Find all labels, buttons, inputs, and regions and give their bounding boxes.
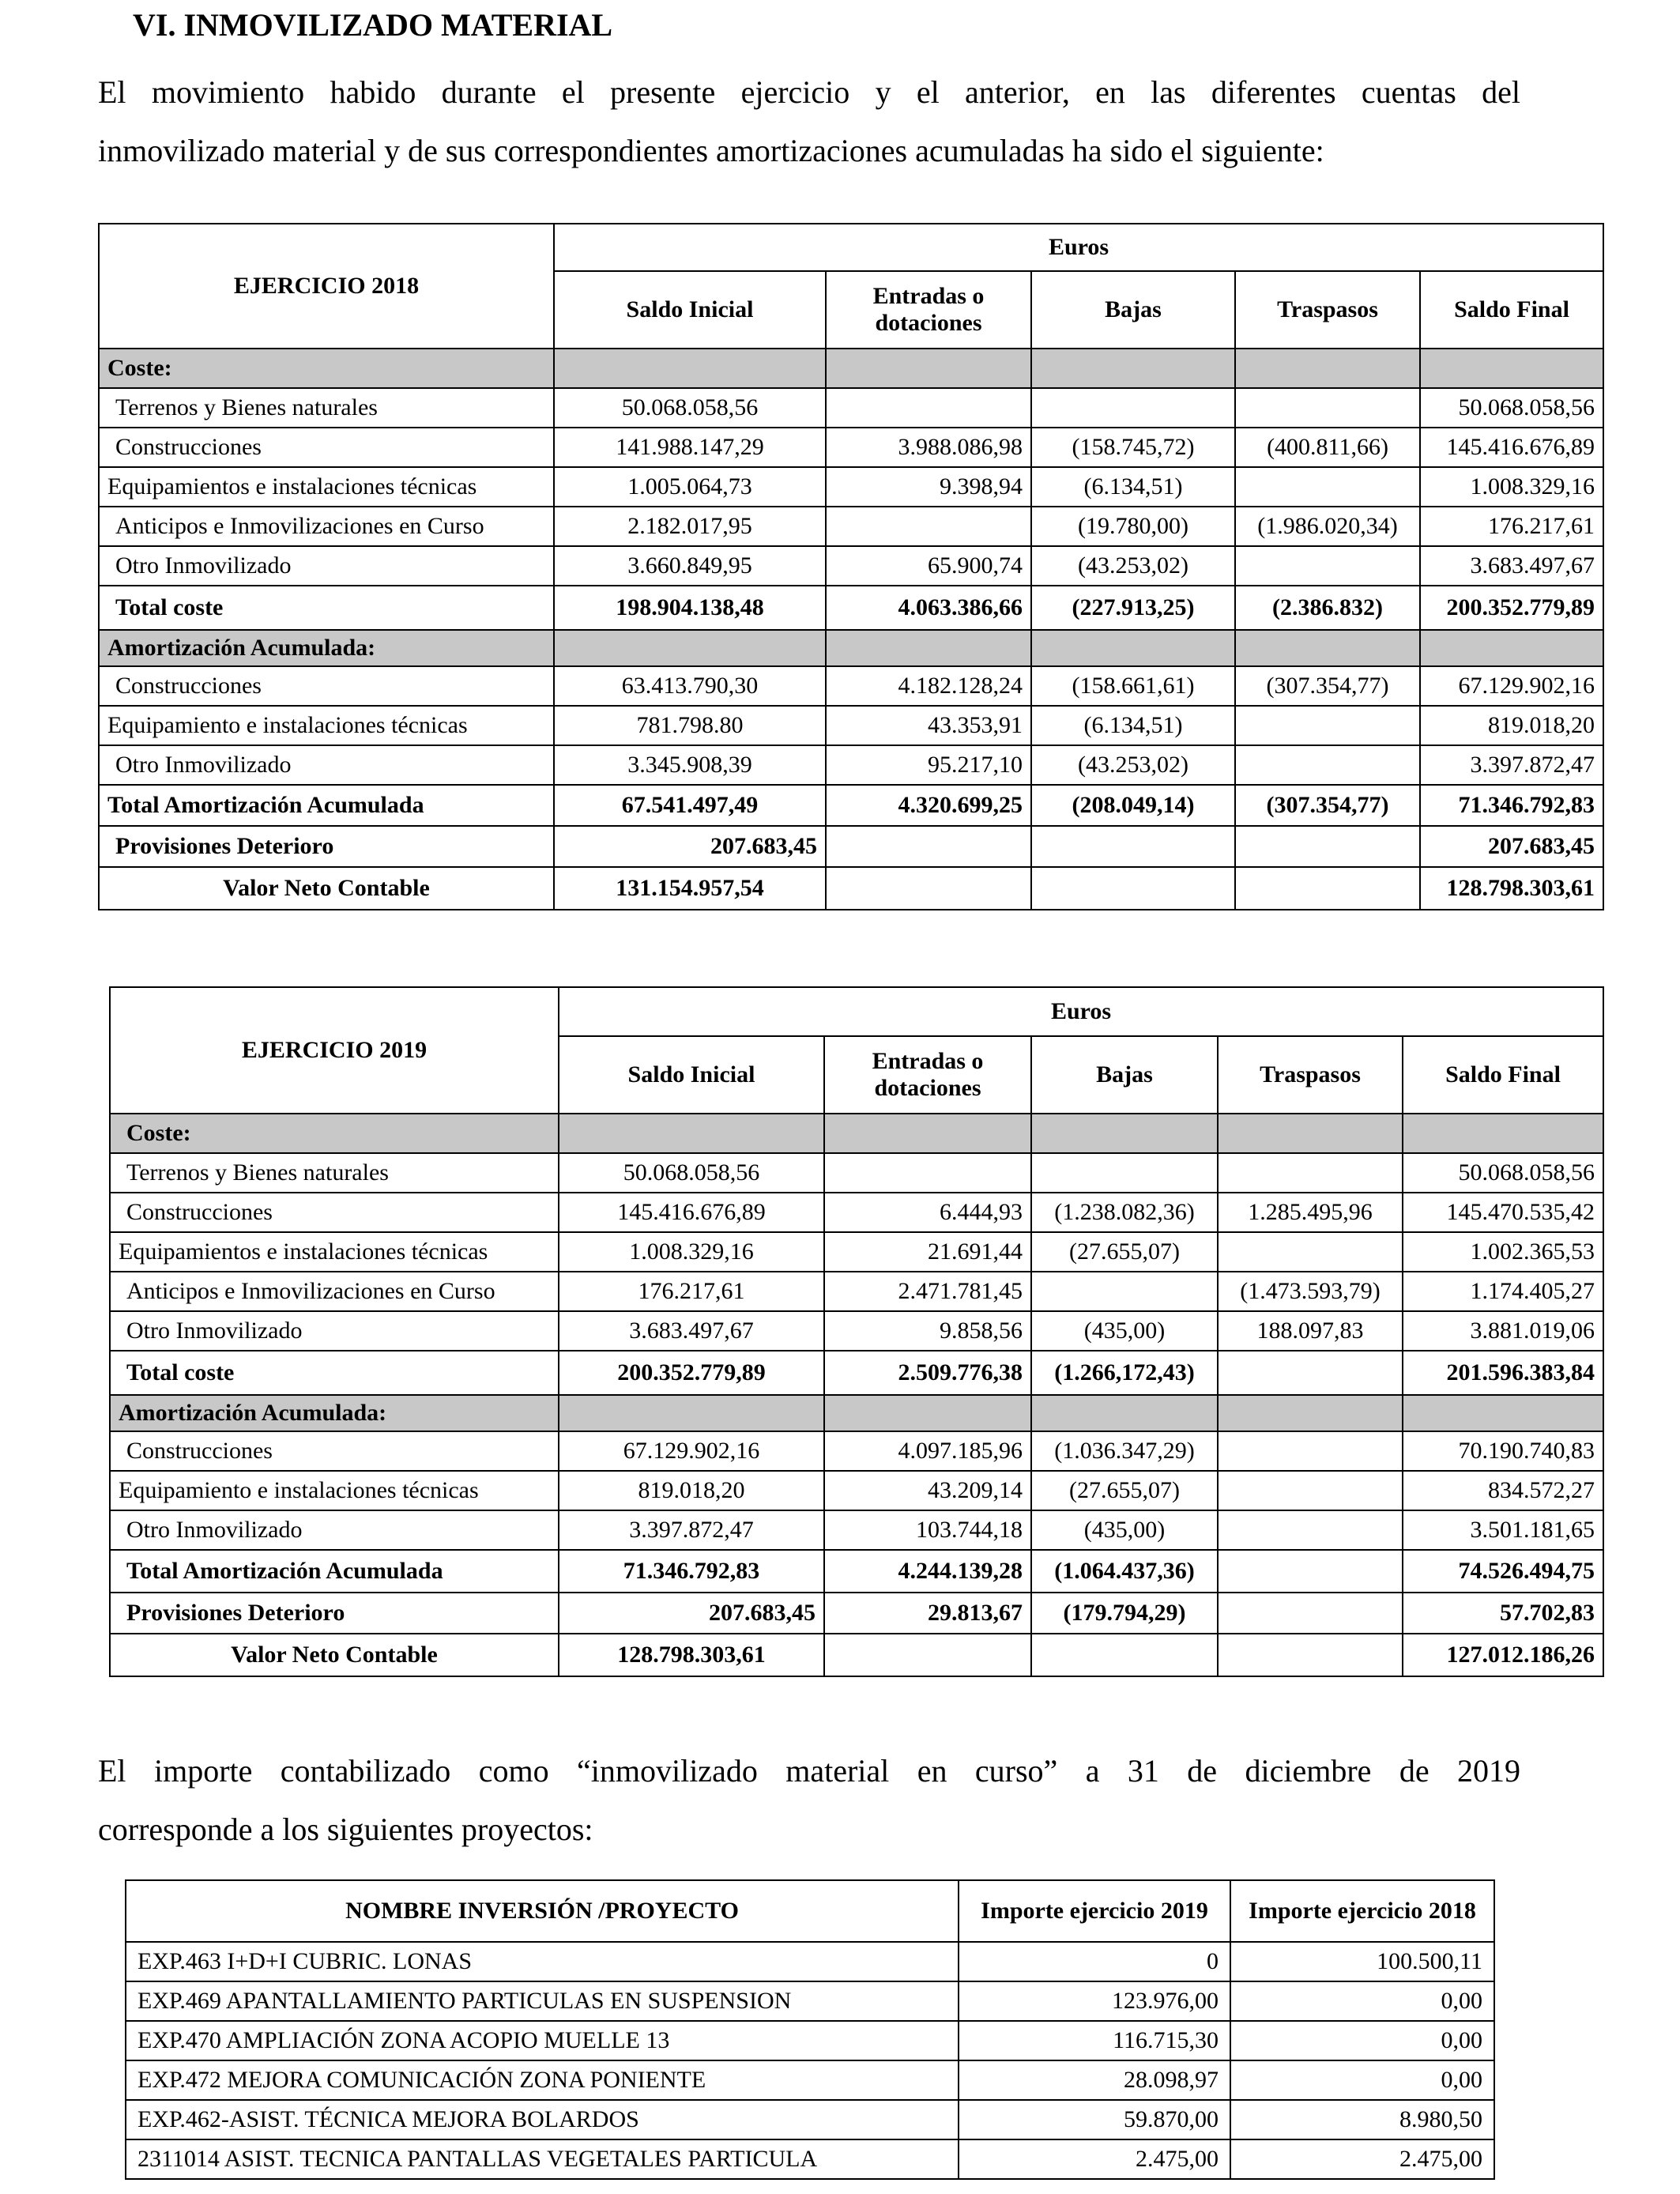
cell: 71.346.792,83 bbox=[1420, 785, 1603, 826]
cell: 145.416.676,89 bbox=[1420, 428, 1603, 467]
cell: (1.036.347,29) bbox=[1031, 1431, 1218, 1471]
table-row bbox=[99, 388, 1603, 428]
table-row bbox=[99, 666, 1603, 706]
intro-line-2: inmovilizado material y de sus correspondientes amortizaciones acumuladas ha sido el siguiente: bbox=[98, 133, 1324, 168]
table-row bbox=[110, 1193, 1603, 1232]
cell bbox=[1235, 706, 1420, 745]
project-name: EXP.470 AMPLIACIÓN ZONA ACOPIO MUELLE 13 bbox=[126, 2021, 959, 2060]
section-row-amortizacion bbox=[110, 1395, 1603, 1431]
row-label: Equipamientos e instalaciones técnicas bbox=[99, 467, 554, 507]
cell bbox=[824, 1153, 1031, 1193]
cell: 1.002.365,53 bbox=[1403, 1232, 1603, 1272]
cell: (1.064.437,36) bbox=[1031, 1550, 1218, 1593]
cell: 4.063.386,66 bbox=[826, 586, 1031, 630]
cell: 3.683.497,67 bbox=[1420, 546, 1603, 586]
row-label: Equipamiento e instalaciones técnicas bbox=[99, 706, 554, 745]
cell bbox=[1218, 1351, 1403, 1395]
table-row bbox=[99, 467, 1603, 507]
total-row bbox=[110, 1550, 1603, 1593]
total-row bbox=[110, 1351, 1603, 1395]
cell: 29.813,67 bbox=[824, 1593, 1031, 1634]
row-label: Provisiones Deterioro bbox=[99, 826, 554, 867]
table-2019 bbox=[109, 986, 1604, 1677]
cell bbox=[1235, 867, 1420, 910]
row-label: Equipamiento e instalaciones técnicas bbox=[110, 1471, 559, 1510]
cell bbox=[1218, 1471, 1403, 1510]
cell: (158.745,72) bbox=[1031, 428, 1235, 467]
total-row bbox=[99, 586, 1603, 630]
cell: 103.744,18 bbox=[824, 1510, 1031, 1550]
col-importe-2019: Importe ejercicio 2019 bbox=[959, 1880, 1230, 1942]
cell: 4.320.699,25 bbox=[826, 785, 1031, 826]
row-label: Provisiones Deterioro bbox=[110, 1593, 559, 1634]
row-label: Terrenos y Bienes naturales bbox=[99, 388, 554, 428]
cell: (1.986.020,34) bbox=[1235, 507, 1420, 546]
cell: 207.683,45 bbox=[559, 1593, 824, 1634]
section-label: Amortización Acumulada: bbox=[99, 630, 554, 666]
cell: (1.238.082,36) bbox=[1031, 1193, 1218, 1232]
row-label: Equipamientos e instalaciones técnicas bbox=[110, 1232, 559, 1272]
cell: (179.794,29) bbox=[1031, 1593, 1218, 1634]
cell bbox=[1031, 1153, 1218, 1193]
currency-header: Euros bbox=[559, 987, 1603, 1036]
cell: 3.345.908,39 bbox=[554, 745, 826, 785]
second-line-2: corresponde a los siguientes proyectos: bbox=[98, 1811, 593, 1847]
cell: 3.397.872,47 bbox=[559, 1510, 824, 1550]
section-row-coste bbox=[99, 349, 1603, 388]
provisions-row bbox=[110, 1593, 1603, 1634]
cell: (435,00) bbox=[1031, 1510, 1218, 1550]
cell: 207.683,45 bbox=[1420, 826, 1603, 867]
cell: 2.475,00 bbox=[959, 2139, 1230, 2179]
cell bbox=[1031, 1634, 1218, 1676]
cell: 65.900,74 bbox=[826, 546, 1031, 586]
row-label: Construcciones bbox=[110, 1431, 559, 1471]
cell: 176.217,61 bbox=[559, 1272, 824, 1311]
cell: 70.190.740,83 bbox=[1403, 1431, 1603, 1471]
table-row bbox=[99, 706, 1603, 745]
col-saldo-inicial: Saldo Inicial bbox=[559, 1036, 824, 1114]
cell: 1.008.329,16 bbox=[559, 1232, 824, 1272]
row-label: Anticipos e Inmovilizaciones en Curso bbox=[99, 507, 554, 546]
table-row bbox=[126, 2139, 1494, 2179]
table-2019-title: EJERCICIO 2019 bbox=[110, 987, 559, 1114]
cell: 781.798.80 bbox=[554, 706, 826, 745]
cell: (1.473.593,79) bbox=[1218, 1272, 1403, 1311]
row-label: Construcciones bbox=[110, 1193, 559, 1232]
intro-paragraph bbox=[98, 63, 1520, 180]
section-row-coste bbox=[110, 1114, 1603, 1153]
cell: 819.018,20 bbox=[1420, 706, 1603, 745]
cell: 9.858,56 bbox=[824, 1311, 1031, 1351]
cell: 1.008.329,16 bbox=[1420, 467, 1603, 507]
cell bbox=[1235, 826, 1420, 867]
cell: 59.870,00 bbox=[959, 2100, 1230, 2139]
row-label: Valor Neto Contable bbox=[99, 867, 554, 910]
cell: 128.798.303,61 bbox=[1420, 867, 1603, 910]
section-label: Coste: bbox=[99, 349, 554, 388]
cell bbox=[1031, 826, 1235, 867]
col-project-name: NOMBRE INVERSIÓN /PROYECTO bbox=[126, 1880, 959, 1942]
table-row bbox=[110, 1272, 1603, 1311]
cell: 57.702,83 bbox=[1403, 1593, 1603, 1634]
net-value-row bbox=[110, 1634, 1603, 1676]
cell: 198.904.138,48 bbox=[554, 586, 826, 630]
cell: 8.980,50 bbox=[1230, 2100, 1494, 2139]
cell bbox=[1235, 745, 1420, 785]
cell: 145.470.535,42 bbox=[1403, 1193, 1603, 1232]
row-label: Anticipos e Inmovilizaciones en Curso bbox=[110, 1272, 559, 1311]
cell: 74.526.494,75 bbox=[1403, 1550, 1603, 1593]
table-row bbox=[110, 1510, 1603, 1550]
cell: 50.068.058,56 bbox=[554, 388, 826, 428]
cell: 4.097.185,96 bbox=[824, 1431, 1031, 1471]
cell bbox=[1235, 546, 1420, 586]
project-name: EXP.463 I+D+I CUBRIC. LONAS bbox=[126, 1942, 959, 1981]
cell: 95.217,10 bbox=[826, 745, 1031, 785]
cell bbox=[1218, 1510, 1403, 1550]
section-label: Amortización Acumulada: bbox=[110, 1395, 559, 1431]
section-heading: VI. INMOVILIZADO MATERIAL bbox=[133, 7, 613, 43]
cell: (307.354,77) bbox=[1235, 666, 1420, 706]
cell: 0,00 bbox=[1230, 2021, 1494, 2060]
cell: 200.352.779,89 bbox=[559, 1351, 824, 1395]
table-2018-title: EJERCICIO 2018 bbox=[99, 224, 554, 349]
project-name: EXP.472 MEJORA COMUNICACIÓN ZONA PONIENTE bbox=[126, 2060, 959, 2100]
section-row-amortizacion bbox=[99, 630, 1603, 666]
cell: 188.097,83 bbox=[1218, 1311, 1403, 1351]
row-label: Valor Neto Contable bbox=[110, 1634, 559, 1676]
row-label: Otro Inmovilizado bbox=[99, 546, 554, 586]
cell: 2.182.017,95 bbox=[554, 507, 826, 546]
row-label: Total Amortización Acumulada bbox=[99, 785, 554, 826]
cell: 50.068.058,56 bbox=[1420, 388, 1603, 428]
second-paragraph bbox=[98, 1742, 1520, 1859]
cell: 127.012.186,26 bbox=[1403, 1634, 1603, 1676]
cell bbox=[826, 867, 1031, 910]
cell bbox=[1235, 467, 1420, 507]
col-bajas: Bajas bbox=[1031, 271, 1235, 349]
row-label: Construcciones bbox=[99, 428, 554, 467]
total-row bbox=[99, 785, 1603, 826]
cell: 43.209,14 bbox=[824, 1471, 1031, 1510]
cell: 6.444,93 bbox=[824, 1193, 1031, 1232]
cell: 145.416.676,89 bbox=[559, 1193, 824, 1232]
table-row bbox=[126, 1981, 1494, 2021]
cell: 131.154.957,54 bbox=[554, 867, 826, 910]
project-name: EXP.462-ASIST. TÉCNICA MEJORA BOLARDOS bbox=[126, 2100, 959, 2139]
row-label: Total coste bbox=[99, 586, 554, 630]
cell bbox=[824, 1634, 1031, 1676]
cell: 4.182.128,24 bbox=[826, 666, 1031, 706]
table-row bbox=[110, 1431, 1603, 1471]
cell: 2.471.781,45 bbox=[824, 1272, 1031, 1311]
cell: (208.049,14) bbox=[1031, 785, 1235, 826]
project-name: 2311014 ASIST. TECNICA PANTALLAS VEGETALES PARTICULA bbox=[126, 2139, 959, 2179]
cell: 123.976,00 bbox=[959, 1981, 1230, 2021]
cell: 128.798.303,61 bbox=[559, 1634, 824, 1676]
table-row bbox=[126, 2021, 1494, 2060]
table-row bbox=[99, 507, 1603, 546]
cell: 3.881.019,06 bbox=[1403, 1311, 1603, 1351]
table-row bbox=[126, 2060, 1494, 2100]
cell: (1.266,172,43) bbox=[1031, 1351, 1218, 1395]
table-row bbox=[99, 546, 1603, 586]
col-importe-2018: Importe ejercicio 2018 bbox=[1230, 1880, 1494, 1942]
col-entradas: Entradas o dotaciones bbox=[826, 271, 1031, 349]
cell: (2.386.832) bbox=[1235, 586, 1420, 630]
cell bbox=[1218, 1593, 1403, 1634]
cell: 819.018,20 bbox=[559, 1471, 824, 1510]
cell: 67.129.902,16 bbox=[559, 1431, 824, 1471]
table-row bbox=[126, 1942, 1494, 1981]
cell bbox=[1218, 1550, 1403, 1593]
cell: 9.398,94 bbox=[826, 467, 1031, 507]
cell: 0 bbox=[959, 1942, 1230, 1981]
cell: (43.253,02) bbox=[1031, 546, 1235, 586]
project-name: EXP.469 APANTALLAMIENTO PARTICULAS EN SUSPENSION bbox=[126, 1981, 959, 2021]
table-row bbox=[99, 745, 1603, 785]
cell: 21.691,44 bbox=[824, 1232, 1031, 1272]
col-bajas: Bajas bbox=[1031, 1036, 1218, 1114]
cell: (400.811,66) bbox=[1235, 428, 1420, 467]
cell: 100.500,11 bbox=[1230, 1942, 1494, 1981]
cell: 1.174.405,27 bbox=[1403, 1272, 1603, 1311]
row-label: Total coste bbox=[110, 1351, 559, 1395]
cell: 67.541.497,49 bbox=[554, 785, 826, 826]
cell: 200.352.779,89 bbox=[1420, 586, 1603, 630]
table-row bbox=[99, 428, 1603, 467]
cell: 2.475,00 bbox=[1230, 2139, 1494, 2179]
intro-line-1: El movimiento habido durante el presente ejercicio y el anterior, en las diferentes cuentas del bbox=[98, 74, 1520, 110]
cell: 3.501.181,65 bbox=[1403, 1510, 1603, 1550]
cell: (27.655,07) bbox=[1031, 1232, 1218, 1272]
cell bbox=[826, 507, 1031, 546]
cell: (6.134,51) bbox=[1031, 467, 1235, 507]
cell: 4.244.139,28 bbox=[824, 1550, 1031, 1593]
col-traspasos: Traspasos bbox=[1235, 271, 1420, 349]
net-value-row bbox=[99, 867, 1603, 910]
cell bbox=[1218, 1431, 1403, 1471]
col-traspasos: Traspasos bbox=[1218, 1036, 1403, 1114]
table-row bbox=[110, 1153, 1603, 1193]
cell: 43.353,91 bbox=[826, 706, 1031, 745]
col-saldo-final: Saldo Final bbox=[1420, 271, 1603, 349]
row-label: Otro Inmovilizado bbox=[99, 745, 554, 785]
cell: 67.129.902,16 bbox=[1420, 666, 1603, 706]
cell: (43.253,02) bbox=[1031, 745, 1235, 785]
cell bbox=[1235, 388, 1420, 428]
cell bbox=[1218, 1232, 1403, 1272]
cell bbox=[1031, 388, 1235, 428]
row-label: Otro Inmovilizado bbox=[110, 1311, 559, 1351]
row-label: Terrenos y Bienes naturales bbox=[110, 1153, 559, 1193]
col-saldo-inicial: Saldo Inicial bbox=[554, 271, 826, 349]
cell: (227.913,25) bbox=[1031, 586, 1235, 630]
cell: 71.346.792,83 bbox=[559, 1550, 824, 1593]
table-row bbox=[110, 1232, 1603, 1272]
cell: 1.285.495,96 bbox=[1218, 1193, 1403, 1232]
table-row bbox=[126, 2100, 1494, 2139]
cell: (158.661,61) bbox=[1031, 666, 1235, 706]
cell: 0,00 bbox=[1230, 2060, 1494, 2100]
cell: 3.660.849,95 bbox=[554, 546, 826, 586]
cell bbox=[1031, 867, 1235, 910]
currency-header: Euros bbox=[554, 224, 1603, 271]
col-entradas: Entradas o dotaciones bbox=[824, 1036, 1031, 1114]
cell: 176.217,61 bbox=[1420, 507, 1603, 546]
row-label: Total Amortización Acumulada bbox=[110, 1550, 559, 1593]
cell: 2.509.776,38 bbox=[824, 1351, 1031, 1395]
cell: 116.715,30 bbox=[959, 2021, 1230, 2060]
cell: (6.134,51) bbox=[1031, 706, 1235, 745]
second-line-1: El importe contabilizado como “inmovilizado material en curso” a 31 de diciembre de 2019 bbox=[98, 1753, 1520, 1789]
cell: 3.988.086,98 bbox=[826, 428, 1031, 467]
projects-table bbox=[125, 1879, 1495, 2180]
cell: (27.655,07) bbox=[1031, 1471, 1218, 1510]
cell: (19.780,00) bbox=[1031, 507, 1235, 546]
row-label: Construcciones bbox=[99, 666, 554, 706]
cell bbox=[826, 388, 1031, 428]
cell bbox=[826, 826, 1031, 867]
col-saldo-final: Saldo Final bbox=[1403, 1036, 1603, 1114]
provisions-row bbox=[99, 826, 1603, 867]
cell: 3.397.872,47 bbox=[1420, 745, 1603, 785]
cell: 50.068.058,56 bbox=[559, 1153, 824, 1193]
cell bbox=[1218, 1634, 1403, 1676]
row-label: Otro Inmovilizado bbox=[110, 1510, 559, 1550]
cell bbox=[1031, 1272, 1218, 1311]
cell: 28.098,97 bbox=[959, 2060, 1230, 2100]
cell: 50.068.058,56 bbox=[1403, 1153, 1603, 1193]
table-row bbox=[110, 1311, 1603, 1351]
cell: 63.413.790,30 bbox=[554, 666, 826, 706]
table-row bbox=[110, 1471, 1603, 1510]
cell: 201.596.383,84 bbox=[1403, 1351, 1603, 1395]
cell: 207.683,45 bbox=[554, 826, 826, 867]
cell: 834.572,27 bbox=[1403, 1471, 1603, 1510]
section-label: Coste: bbox=[110, 1114, 559, 1153]
cell bbox=[1218, 1153, 1403, 1193]
cell: 3.683.497,67 bbox=[559, 1311, 824, 1351]
cell: (435,00) bbox=[1031, 1311, 1218, 1351]
cell: 0,00 bbox=[1230, 1981, 1494, 2021]
cell: 141.988.147,29 bbox=[554, 428, 826, 467]
table-2018 bbox=[98, 223, 1604, 910]
cell: (307.354,77) bbox=[1235, 785, 1420, 826]
cell: 1.005.064,73 bbox=[554, 467, 826, 507]
